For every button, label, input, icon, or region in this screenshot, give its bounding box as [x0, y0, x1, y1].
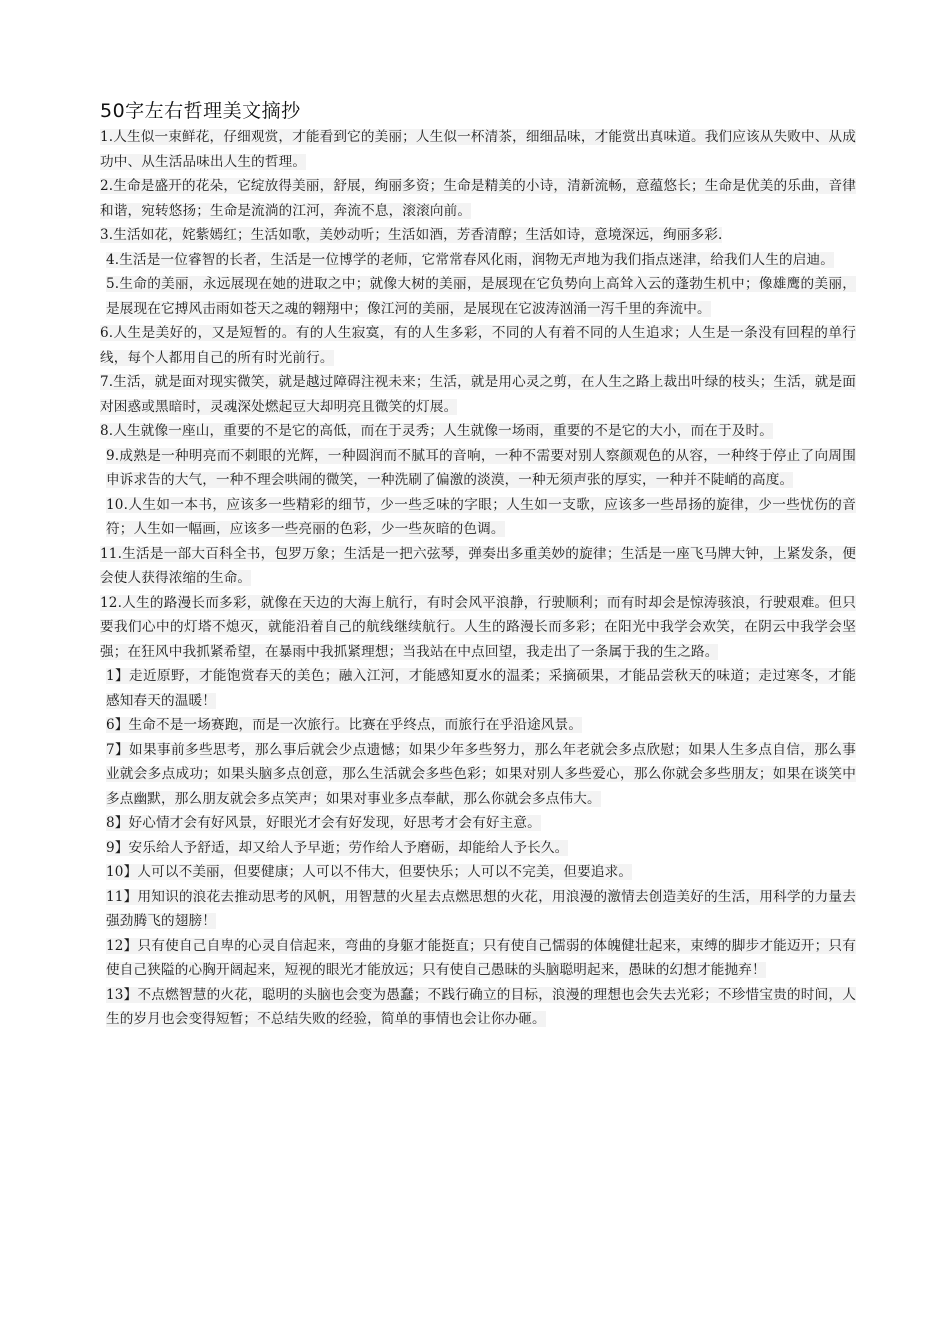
paragraph-text: 7.生活，就是面对现实微笑，就是越过障碍注视未来；生活，就是用心灵之剪，在人生之路上裁出叶绿的枝头；生活，就是面对困惑或黑暗时，灵魂深处燃起豆大却明亮且微笑的灯展。 [100, 374, 856, 415]
paragraph [100, 934, 856, 983]
paragraph-text: 2.生命是盛开的花朵，它绽放得美丽，舒展，绚丽多资；生命是精美的小诗，清新流畅，意蕴悠长；生命是优美的乐曲，音律和谐，宛转悠扬；生命是流淌的江河，奔流不息，滚滚向前。 [100, 178, 856, 219]
paragraph-text: 12.人生的路漫长而多彩，就像在天边的大海上航行，有时会风平浪静，行驶顺利；而有时却会是惊涛骇浪，行驶艰难。但只要我们心中的灯塔不熄灭，就能沿着自己的航线继续航行。人生的路漫长而多彩；在阳光中我学会欢笑，在阴云中我学会坚强；在狂风中我抓紧希望，在暴雨中我抓紧理想；当我站在中点回望，我走出了一条属于我的生之路。 [100, 594, 856, 660]
paragraph-text: 11】用知识的浪花去推动思考的风帆，用智慧的火星去点燃思想的火花，用浪漫的激情去创造美好的生活，用科学的力量去强劲腾飞的翅膀！ [106, 888, 856, 929]
paragraph-list [100, 125, 856, 1032]
paragraph-text: 7】如果事前多些思考，那么事后就会少点遗憾；如果少年多些努力，那么年老就会多点欣慰；如果人生多点自信，那么事业就会多点成功；如果头脑多点创意，那么生活就会多些色彩；如果对别人多些爱心，那么你就会多些朋友；如果在谈笑中多点幽默，那么朋友就会多点笑声；如果对事业多点奉献，那么你就会多点伟大。 [106, 741, 856, 807]
paragraph-text: 8.人生就像一座山，重要的不是它的高低，而在于灵秀；人生就像一场雨，重要的不是它的大小，而在于及时。 [100, 423, 773, 439]
paragraph [100, 860, 856, 885]
paragraph [100, 542, 856, 591]
paragraph [100, 664, 856, 713]
paragraph-text: 1.人生似一束鲜花，仔细观赏，才能看到它的美丽；人生似一杯清茶，细细品味，才能赏出真味道。我们应该从失败中、从成功中、从生活品味出人生的哲理。 [100, 129, 856, 170]
paragraph [100, 370, 856, 419]
paragraph [100, 493, 856, 542]
paragraph-text: 6.人生是美好的，又是短暂的。有的人生寂寞，有的人生多彩，不同的人有着不同的人生追求；人生是一条没有回程的单行线，每个人都用自己的所有时光前行。 [100, 325, 856, 366]
paragraph [100, 713, 856, 738]
paragraph [100, 174, 856, 223]
paragraph [100, 836, 856, 861]
paragraph [100, 125, 856, 174]
paragraph-text: 10】人可以不美丽，但要健康；人可以不伟大，但要快乐；人可以不完美，但要追求。 [106, 864, 633, 880]
paragraph [100, 223, 856, 248]
paragraph-text: 6】生命不是一场赛跑，而是一次旅行。比赛在乎终点，而旅行在乎沿途风景。 [106, 717, 583, 733]
paragraph [100, 248, 856, 273]
paragraph-text: 5.生命的美丽，永远展现在她的进取之中；就像大树的美丽，是展现在它负势向上高耸入云的蓬勃生机中；像雄鹰的美丽，是展现在它搏风击雨如苍天之魂的翱翔中；像江河的美丽，是展现在它波涛汹涌一泻千里的奔流中。 [106, 276, 856, 317]
paragraph [100, 419, 856, 444]
paragraph-text: 1】走近原野，才能饱赏春天的美色；融入江河，才能感知夏水的温柔；采摘硕果，才能品尝秋天的味道；走过寒冬，才能感知春天的温暖！ [106, 668, 856, 709]
paragraph-text: 11.生活是一部大百科全书，包罗万象；生活是一把六弦琴，弹奏出多重美妙的旋律；生活是一座飞马牌大钟，上紧发条，便会使人获得浓缩的生命。 [100, 545, 856, 586]
paragraph-text: 13】不点燃智慧的火花，聪明的头脑也会变为愚蠢；不践行确立的目标，浪漫的理想也会失去光彩；不珍惜宝贵的时间，人生的岁月也会变得短暂；不总结失败的经验，简单的事情也会让你办砸。 [106, 986, 856, 1027]
paragraph-text: 10.人生如一本书，应该多一些精彩的细节，少一些乏味的字眼；人生如一支歌，应该多一些昂扬的旋律，少一些忧伤的音符；人生如一幅画，应该多一些亮丽的色彩，少一些灰暗的色调。 [106, 496, 856, 537]
paragraph [100, 885, 856, 934]
paragraph [100, 321, 856, 370]
paragraph [100, 272, 856, 321]
paragraph [100, 591, 856, 665]
paragraph-text: 9.成熟是一种明亮而不刺眼的光辉，一种圆润而不腻耳的音响，一种不需要对别人察颜观色的从容，一种终于停止了向周围申诉求告的大气，一种不理会哄闹的微笑，一种洗刷了偏激的淡漠，一种无须声张的厚实，一种并不陡峭的高度。 [106, 447, 856, 488]
paragraph-text: 3.生活如花，姹紫嫣红；生活如歌，美妙动听；生活如酒，芳香清醇；生活如诗，意境深远，绚丽多彩. [100, 227, 723, 243]
paragraph-text: 8】好心情才会有好风景，好眼光才会有好发现，好思考才会有好主意。 [106, 815, 541, 831]
document-title: 50字左右哲理美文摘抄 [100, 100, 301, 122]
paragraph [100, 444, 856, 493]
paragraph [100, 738, 856, 812]
paragraph [100, 983, 856, 1032]
paragraph-text: 9】安乐给人予舒适，却又给人予早逝；劳作给人予磨砺，却能给人予长久。 [106, 839, 569, 856]
paragraph-text: 4.生活是一位睿智的长者，生活是一位博学的老师，它常常春风化雨，润物无声地为我们指点迷津，给我们人生的启迪。 [106, 251, 834, 268]
document-body [100, 98, 856, 1032]
paragraph [100, 811, 856, 836]
paragraph-text: 12】只有使自己自卑的心灵自信起来，弯曲的身躯才能挺直；只有使自己懦弱的体魄健壮起来，束缚的脚步才能迈开；只有使自己狭隘的心胸开阔起来，短视的眼光才能放远；只有使自己愚昧的头脑聪明起来，愚昧的幻想才能抛弃！ [106, 937, 856, 978]
